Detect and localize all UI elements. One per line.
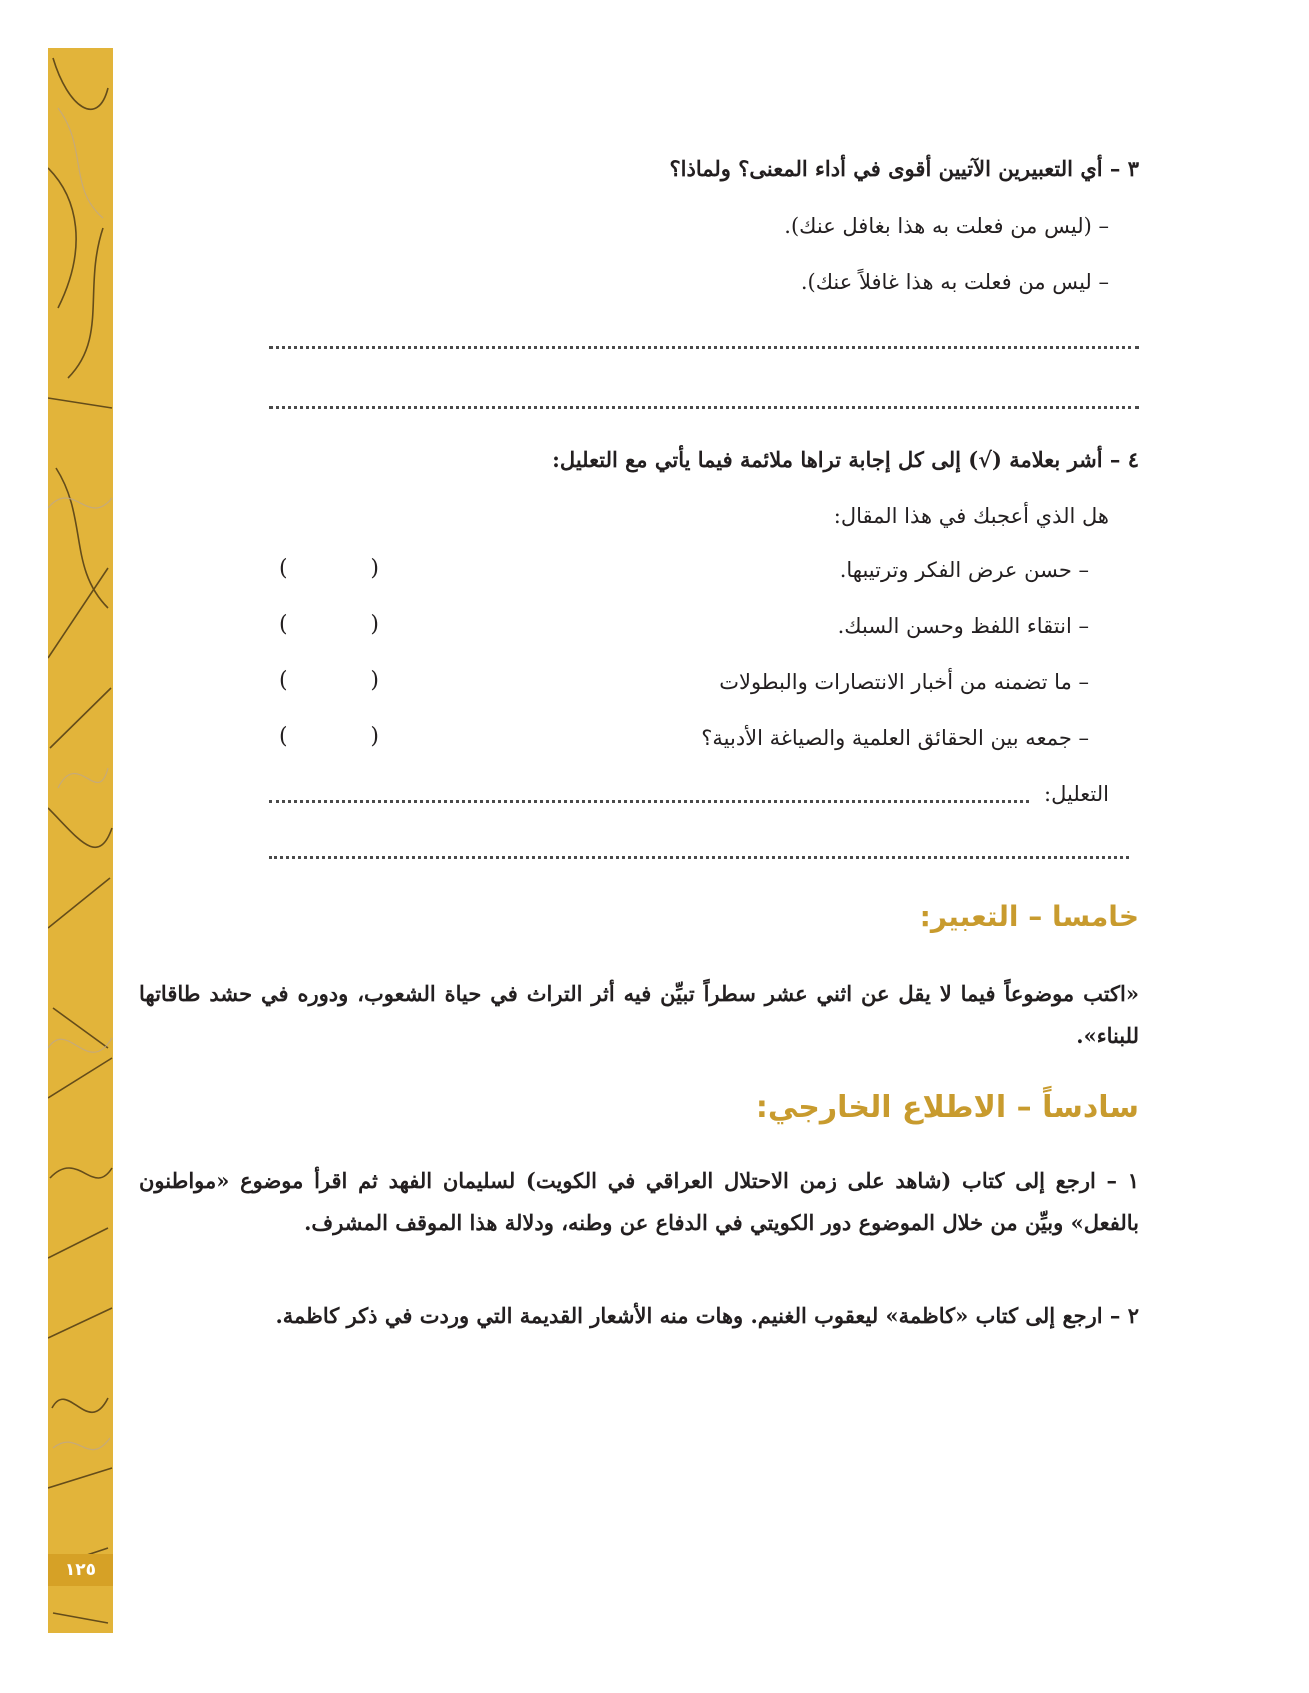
- question-3-option-2: – ليس من فعلت به هذا غافلاً عنك).: [800, 270, 1109, 294]
- answer-line[interactable]: [269, 328, 1139, 349]
- question-4-prompt: هل الذي أعجبك في هذا المقال:: [833, 504, 1109, 528]
- choice-label: – جمعه بين الحقائق العلمية والصياغة الأدبية؟: [701, 726, 1089, 750]
- checkbox-parens[interactable]: ( ): [279, 724, 379, 749]
- choice-label: – انتقاء اللفظ وحسن السبك.: [837, 614, 1089, 638]
- question-4-text: – أشر بعلامة (√) إلى كل إجابة تراها ملائمة فيما يأتي مع التعليل:: [552, 447, 1121, 472]
- question-4-title: [552, 445, 1139, 474]
- answer-line[interactable]: [269, 782, 1029, 803]
- choice-label: – حسن عرض الفكر وترتيبها.: [839, 558, 1089, 582]
- decorative-side-strip: [48, 48, 113, 1633]
- section-6-item-1: ١ – ارجع إلى كتاب (شاهد على زمن الاحتلال العراقي في الكويت) لسليمان الفهد ثم اقرأ موضوع «مواطنون بالفعل» وبيِّن من خلال الموضوع دور الكويتي في الدفاع عن وطنه، ودلالة هذا الموقف المشرف.: [139, 1168, 1139, 1235]
- section-5-heading: خامسا – التعبير:: [919, 900, 1139, 933]
- question-3-title: [670, 154, 1139, 183]
- section-5-text: «اكتب موضوعاً فيما لا يقل عن اثني عشر سطراً تبيِّن فيه أثر التراث في حياة الشعوب، ودوره في حشد طاقاتها للبناء».: [139, 981, 1139, 1048]
- checkbox-parens[interactable]: ( ): [279, 668, 379, 693]
- question-3-number: ٣: [1127, 156, 1139, 181]
- strip-pattern: [48, 48, 113, 1633]
- section-6-heading: سادساً – الاطلاع الخارجي:: [755, 1090, 1139, 1125]
- answer-line[interactable]: [269, 388, 1139, 409]
- question-4-number: ٤: [1127, 447, 1139, 472]
- choice-label: – ما تضمنه من أخبار الانتصارات والبطولات: [719, 670, 1089, 694]
- checkbox-parens[interactable]: ( ): [279, 556, 379, 581]
- section-6-item-2: ٢ – ارجع إلى كتاب «كاظمة» ليعقوب الغنيم. وهات منه الأشعار القديمة التي وردت في ذكر كاظمة.: [275, 1303, 1139, 1328]
- question-3-text: – أي التعبيرين الآتيين أقوى في أداء المعنى؟ ولماذا؟: [669, 156, 1121, 181]
- page-number: ١٢٥: [48, 1554, 113, 1586]
- reason-label: التعليل:: [1044, 782, 1109, 806]
- question-3-option-1: – (ليس من فعلت به هذا بغافل عنك).: [784, 214, 1109, 238]
- answer-line[interactable]: [269, 838, 1129, 859]
- checkbox-parens[interactable]: ( ): [279, 612, 379, 637]
